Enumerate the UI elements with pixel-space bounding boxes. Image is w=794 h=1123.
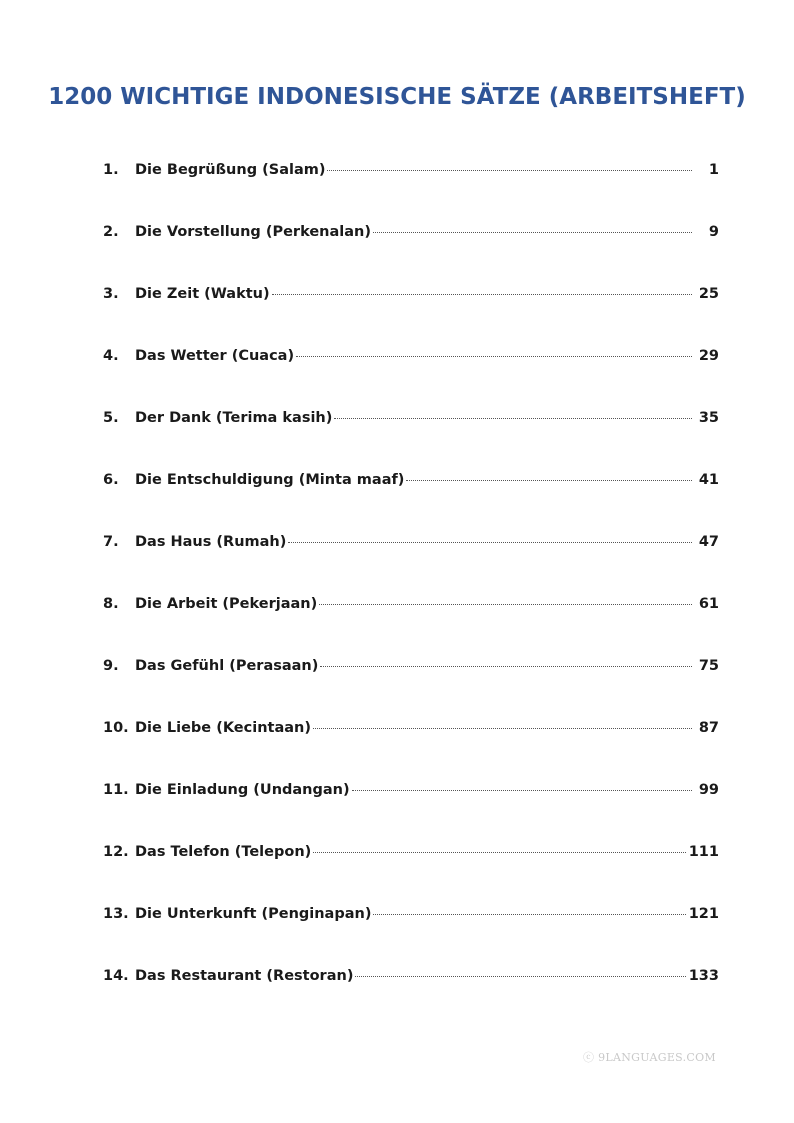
toc-entry-title: Die Zeit (Waktu) [135, 286, 270, 302]
toc-entry-title: Die Vorstellung (Perkenalan) [135, 224, 371, 240]
toc-dot-leader [355, 976, 685, 977]
toc-entry[interactable] [103, 968, 719, 1030]
toc-dot-leader [272, 294, 692, 295]
toc-entry-page: 47 [698, 534, 719, 550]
toc-entry[interactable] [103, 472, 719, 534]
page-title: 1200 WICHTIGE INDONESISCHE SÄTZE (ARBEITSHEFT) [48, 84, 746, 110]
table-of-contents [103, 162, 719, 1030]
toc-entry-page: 133 [688, 968, 719, 984]
toc-dot-leader [296, 356, 692, 357]
toc-dot-leader [406, 480, 692, 481]
toc-entry-page: 87 [698, 720, 719, 736]
toc-entry[interactable] [103, 348, 719, 410]
toc-entry-page: 111 [688, 844, 719, 860]
toc-entry-number: 10. [103, 720, 129, 736]
toc-entry-title: Der Dank (Terima kasih) [135, 410, 333, 426]
toc-dot-leader [352, 790, 692, 791]
toc-entry-title: Die Einladung (Undangan) [135, 782, 350, 798]
toc-entry-title: Die Arbeit (Pekerjaan) [135, 596, 318, 612]
toc-entry-page: 35 [698, 410, 719, 426]
toc-entry-title: Die Liebe (Kecintaan) [135, 720, 311, 736]
toc-entry-number: 8. [103, 596, 119, 612]
toc-entry-title: Das Restaurant (Restoran) [135, 968, 354, 984]
toc-dot-leader [373, 232, 692, 233]
toc-entry-page: 1 [708, 162, 719, 178]
toc-entry-title: Das Wetter (Cuaca) [135, 348, 295, 364]
copyright-footer: ⓒ 9LANGUAGES.COM [583, 1051, 716, 1064]
toc-dot-leader [373, 914, 685, 915]
toc-entry-number: 4. [103, 348, 119, 364]
toc-dot-leader [313, 852, 685, 853]
toc-entry[interactable] [103, 658, 719, 720]
toc-entry-number: 6. [103, 472, 119, 488]
toc-entry[interactable] [103, 162, 719, 224]
toc-dot-leader [319, 604, 692, 605]
toc-entry-page: 99 [698, 782, 719, 798]
toc-entry-title: Das Gefühl (Perasaan) [135, 658, 319, 674]
toc-entry-number: 9. [103, 658, 119, 674]
toc-entry[interactable] [103, 286, 719, 348]
toc-entry-title: Die Entschuldigung (Minta maaf) [135, 472, 405, 488]
toc-entry-page: 9 [708, 224, 719, 240]
toc-entry-page: 25 [698, 286, 719, 302]
toc-entry-number: 7. [103, 534, 119, 550]
toc-entry-title: Das Haus (Rumah) [135, 534, 287, 550]
toc-entry-page: 75 [698, 658, 719, 674]
toc-entry-number: 1. [103, 162, 119, 178]
toc-entry-number: 11. [103, 782, 129, 798]
toc-entry[interactable] [103, 720, 719, 782]
toc-entry-number: 2. [103, 224, 119, 240]
toc-dot-leader [320, 666, 692, 667]
toc-entry-title: Die Begrüßung (Salam) [135, 162, 326, 178]
toc-entry-title: Die Unterkunft (Penginapan) [135, 906, 372, 922]
toc-dot-leader [334, 418, 692, 419]
toc-entry-title: Das Telefon (Telepon) [135, 844, 312, 860]
toc-entry-page: 29 [698, 348, 719, 364]
toc-entry-number: 3. [103, 286, 119, 302]
toc-entry-page: 61 [698, 596, 719, 612]
toc-entry[interactable] [103, 844, 719, 906]
toc-entry[interactable] [103, 782, 719, 844]
toc-entry[interactable] [103, 534, 719, 596]
toc-entry-number: 14. [103, 968, 129, 984]
toc-entry-page: 121 [688, 906, 719, 922]
toc-entry-number: 5. [103, 410, 119, 426]
toc-dot-leader [288, 542, 692, 543]
toc-entry-number: 13. [103, 906, 129, 922]
toc-entry-page: 41 [698, 472, 719, 488]
toc-entry-number: 12. [103, 844, 129, 860]
toc-entry[interactable] [103, 596, 719, 658]
toc-dot-leader [313, 728, 692, 729]
toc-entry[interactable] [103, 224, 719, 286]
toc-entry[interactable] [103, 410, 719, 472]
toc-dot-leader [327, 170, 692, 171]
toc-entry[interactable] [103, 906, 719, 968]
